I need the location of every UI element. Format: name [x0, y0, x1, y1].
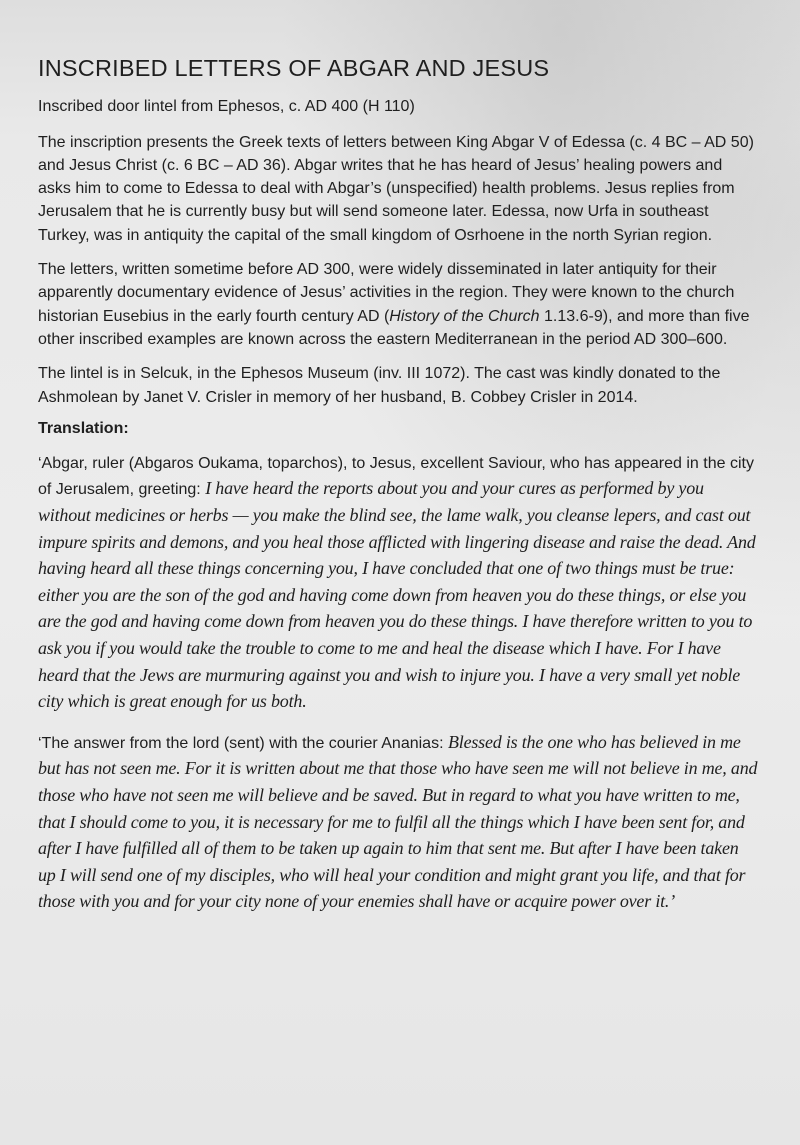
- letter-abgar: [38, 452, 758, 716]
- description-paragraph-2: [38, 258, 758, 351]
- translation-heading: Translation:: [38, 419, 129, 437]
- object-subtitle: Inscribed door lintel from Ephesos, c. AD 400 (H 110): [38, 98, 415, 116]
- description-paragraph-1: The inscription presents the Greek texts of letters between King Abgar V of Edessa (c. 4 BC – AD 50) and Jesus Christ (c. 6 BC – AD 36). Abgar writes that he has heard of Jesus’ healing powers and asks him to come to Edessa to deal with Abgar’s (unspecified) health problems. Jesus replies from Jerusalem that he is currently busy but will send someone later. Edessa, now Urfa in southeast Turkey, was in antiquity the capital of the small kingdom of Osrhoene in the north Syrian region.: [38, 133, 754, 244]
- page-title: INSCRIBED LETTERS OF ABGAR AND JESUS: [38, 55, 550, 81]
- book-title: History of the Church: [389, 307, 540, 325]
- paragraph-2-text-before: The letters, written sometime before AD 300, were widely disseminated in later antiquity for their apparently documentary evidence of Jesus’ activities in the region. They were known to the church historian Eusebius in the early fourth century AD (: [38, 261, 735, 325]
- letter-abgar-text: I have heard the reports about you and your cures as performed by you without medicines or herbs — you make the blind see, the lame walk, you cleanse lepers, and cast out impure spirits and demons, and you heal those afflicted with lingering disease and raise the dead. And having heard all these things concerning you, I have concluded that one of two things must be true: either you are the son of the god and having come down from heaven you do these things, or else you are the god and having come down from heaven you do these things. I have therefore written to you to ask you if you would take the trouble to come to me and heal the disease which I have. For I have heard that the Jews are murmuring against you and wish to injure you. I have a very small yet noble city which is great enough for us both.: [38, 478, 756, 712]
- letter-abgar-intro: ‘Abgar, ruler (Abgaros Oukama, toparchos), to Jesus, excellent Saviour, who has appeared in the city of Jerusalem, greeting:: [38, 454, 754, 499]
- description-paragraph-3: The lintel is in Selcuk, in the Ephesos Museum (inv. III 1072). The cast was kindly donated to the Ashmolean by Janet V. Crisler in memory of her husband, B. Cobbey Crisler in 2014.: [38, 365, 721, 406]
- letter-jesus: [38, 730, 758, 916]
- letter-jesus-intro: ‘The answer from the lord (sent) with the courier Ananias:: [38, 734, 448, 752]
- letter-jesus-text: Blessed is the one who has believed in me but has not seen me. For it is written about me that those who have seen me will not believe in me, and those who have not seen me will believe and be saved. But in regard to what you have written to me, that I should come to you, it is necessary for me to fulfil all the things which I have been sent for, and after I have fulfilled all of them to be taken up again to him that sent me. But after I have been taken up I will send one of my disciples, who will heal your condition and might grant you life, and that for those with you and for your city none of your enemies shall have or acquire power over it.’: [38, 731, 758, 912]
- panel-content: [38, 54, 758, 930]
- paragraph-2-text-after: 1.13.6-9), and more than five other inscribed examples are known across the eastern Mediterranean in the period AD 300–600.: [38, 307, 750, 348]
